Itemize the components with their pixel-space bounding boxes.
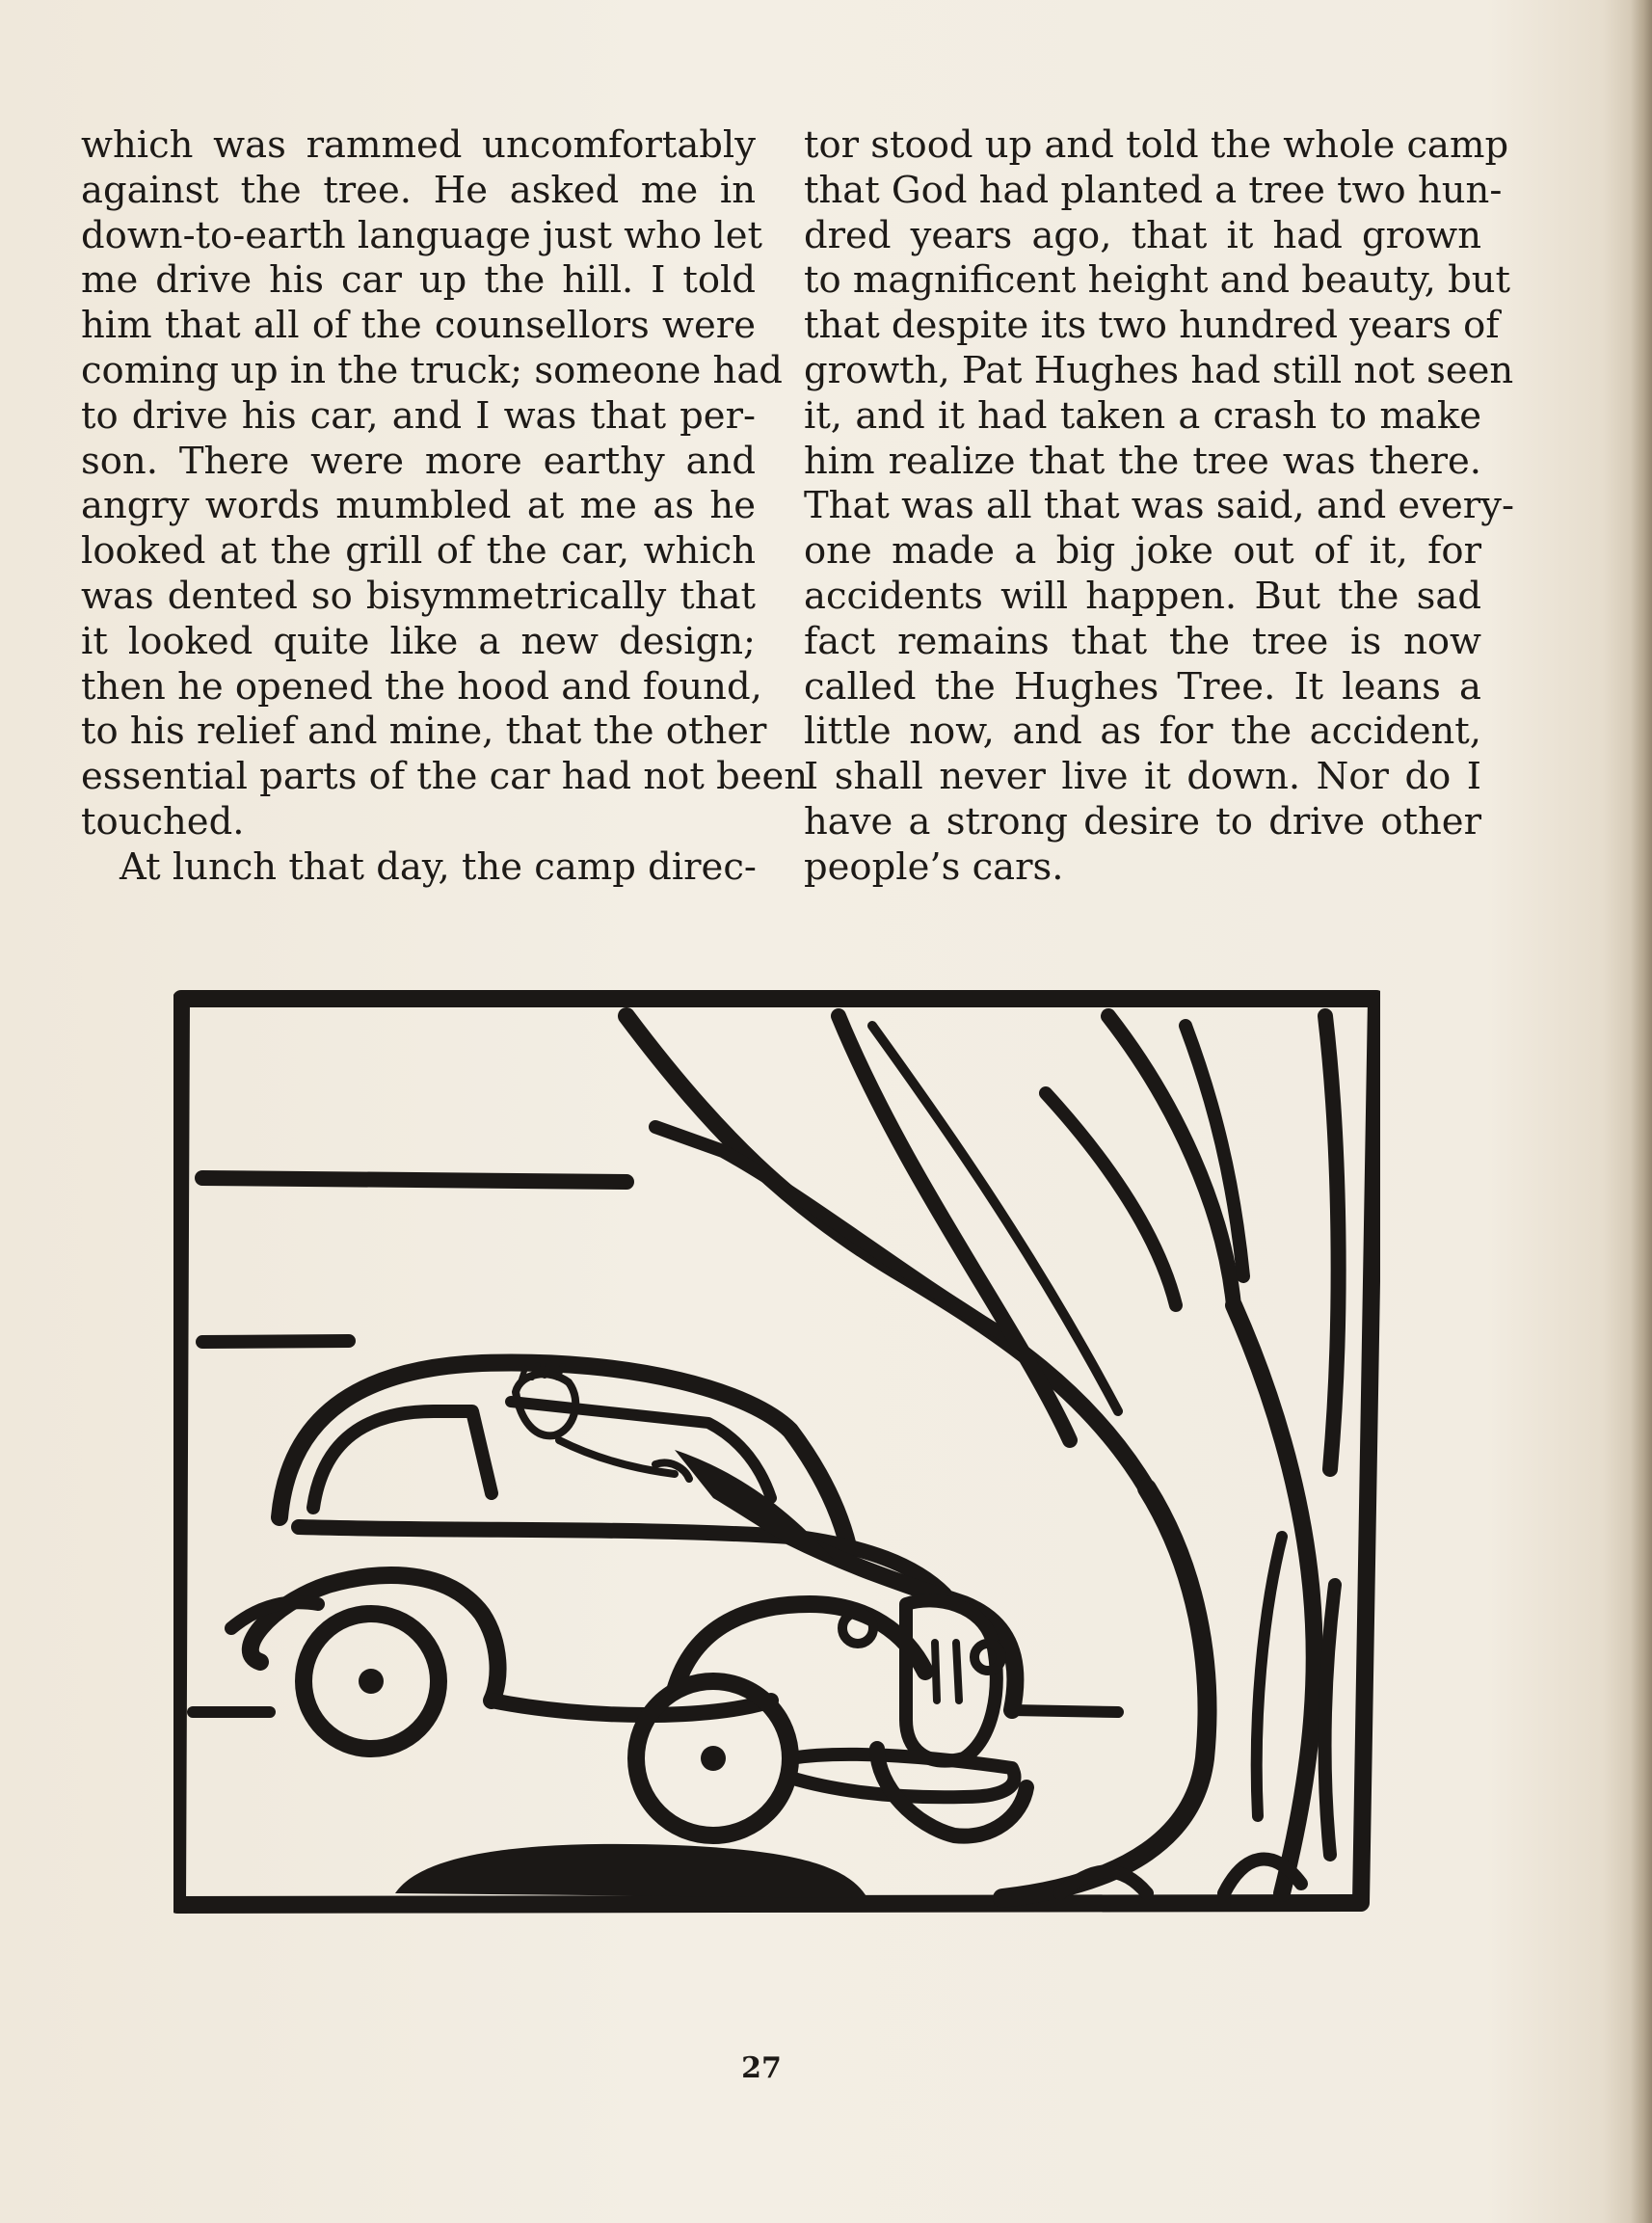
tree-branch xyxy=(1046,1093,1176,1305)
text-line: him that all of the counsellors were xyxy=(81,304,756,348)
text-line: tor stood up and told the whole camp xyxy=(804,123,1509,167)
text-line: then he opened the hood and found, xyxy=(81,664,762,709)
text-line: which was rammed uncomfortably xyxy=(81,123,756,167)
binding-edge xyxy=(1631,0,1652,2223)
text-line: me drive his car up the hill. I told xyxy=(81,258,756,303)
left-text-column xyxy=(81,123,809,891)
car-underside xyxy=(492,1701,771,1715)
text-line: looked at the grill of the car, which xyxy=(81,529,756,574)
text-line: down-to-earth language just who let xyxy=(81,213,762,257)
car-headlight xyxy=(974,1644,1001,1671)
car-shadow xyxy=(395,1844,867,1898)
text-line: little now, and as for the accident, xyxy=(804,710,1481,754)
text-line: angry words mumbled at me as he xyxy=(81,484,756,528)
text-line: At lunch that day, the camp direc- xyxy=(120,844,757,889)
car-grill-slat xyxy=(935,1643,937,1701)
text-line: one made a big joke out of it, for xyxy=(804,529,1481,574)
text-line: was dented so bisymmetrically that xyxy=(81,574,756,618)
text-line: that despite its two hundred years of xyxy=(804,304,1500,348)
text-line: coming up in the truck; someone had xyxy=(81,348,783,392)
text-line: to drive his car, and I was that per- xyxy=(81,393,756,438)
car-grill xyxy=(906,1600,997,1760)
text-line: have a strong desire to drive other xyxy=(804,799,1481,844)
text-line: accidents will happen. But the sad xyxy=(804,574,1481,618)
background-bar xyxy=(202,1341,349,1342)
car-headlight xyxy=(842,1613,873,1644)
right-text-column xyxy=(804,123,1514,891)
ground-line xyxy=(1012,1710,1118,1712)
text-line: I shall never live it down. Nor do I xyxy=(804,755,1481,799)
car-bumper xyxy=(790,1754,1015,1797)
text-line: growth, Pat Hughes had still not seen xyxy=(804,348,1514,392)
text-line: it looked quite like a new design; xyxy=(81,619,756,663)
background-bar xyxy=(202,1178,626,1182)
text-line: him realize that the tree was there. xyxy=(804,439,1481,483)
driver-arm xyxy=(559,1440,675,1474)
page-number: 27 xyxy=(741,2051,782,2085)
text-line: to his relief and mine, that the other xyxy=(81,710,767,754)
woodcut-illustration xyxy=(173,987,1380,1915)
text-line: essential parts of the car had not been xyxy=(81,755,809,799)
text-line: That was all that was said, and every- xyxy=(804,484,1514,528)
text-line: people’s cars. xyxy=(804,844,1064,889)
tree-trunk-mark xyxy=(1325,1585,1335,1855)
tree-branch xyxy=(872,1026,1118,1411)
tree-trunk-left xyxy=(1002,1488,1208,1898)
text-line: dred years ago, that it had grown xyxy=(804,213,1481,257)
text-line: against the tree. He asked me in xyxy=(81,168,756,212)
tree-branch xyxy=(1108,1016,1234,1305)
text-line: called the Hughes Tree. It leans a xyxy=(804,664,1481,709)
text-line: son. There were more earthy and xyxy=(81,439,756,483)
tree-branch xyxy=(839,1016,1070,1440)
wheel-hub xyxy=(359,1669,384,1694)
text-line: that God had planted a tree two hun- xyxy=(804,168,1503,212)
text-line: it, and it had taken a crash to make xyxy=(804,393,1481,438)
text-line: to magnificent height and beauty, but xyxy=(804,258,1510,303)
tree-trunk-mark xyxy=(1257,1537,1282,1816)
tree-branch xyxy=(1325,1016,1339,1469)
car-window-frame xyxy=(313,1411,492,1508)
text-line: touched. xyxy=(81,799,245,844)
wheel-hub xyxy=(701,1746,726,1771)
car-grill-slat xyxy=(956,1643,959,1701)
text-line: fact remains that the tree is now xyxy=(804,619,1481,663)
